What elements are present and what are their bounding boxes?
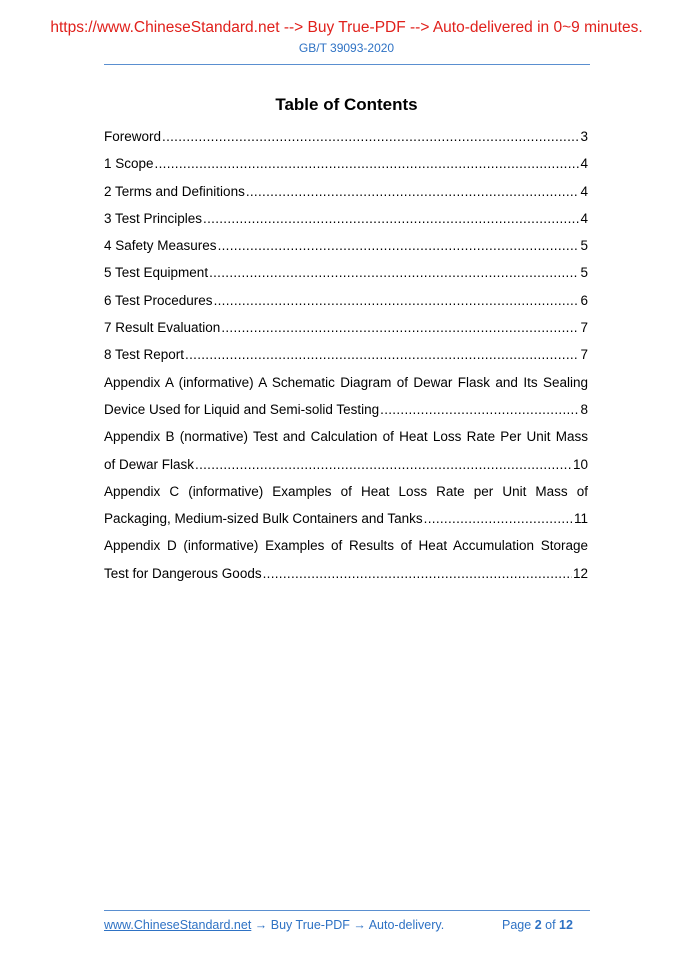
toc-entry-page: 11 (573, 511, 588, 527)
toc-entry-label: Packaging, Medium-sized Bulk Containers and Tanks (104, 511, 423, 527)
page-current: 2 (534, 918, 542, 932)
toc-entry-page: 6 (580, 292, 588, 308)
toc-entry-equipment[interactable] (104, 259, 588, 286)
toc-entry-principles[interactable] (104, 205, 588, 232)
toc-entry-label: 5 Test Equipment (104, 265, 209, 281)
toc-entry-safety[interactable] (104, 232, 588, 259)
page-of: of (545, 918, 556, 932)
toc-entry-label: 3 Test Principles (104, 210, 203, 226)
dot-leader (209, 259, 579, 286)
toc-appendix-line: Appendix A (informative) A Schematic Diagram of Dewar Flask and Its Sealing (104, 374, 588, 390)
dot-leader (246, 178, 580, 205)
footer-website-link[interactable]: www.ChineseStandard.net (104, 918, 252, 932)
dot-leader (155, 150, 580, 177)
footer-promo-text: → Buy True-PDF → Auto-delivery. (251, 918, 445, 932)
toc-entry-page: 4 (580, 210, 588, 226)
dot-leader (263, 560, 572, 587)
dot-leader (380, 396, 579, 423)
table-of-contents (104, 123, 588, 587)
dot-leader (203, 205, 579, 232)
toc-appendix-d[interactable] (104, 532, 588, 587)
toc-appendix-line: Appendix C (informative) Examples of Heat Loss Rate per Unit Mass of (104, 483, 588, 499)
toc-entry-page: 7 (580, 347, 588, 363)
toc-entry-procedures[interactable] (104, 287, 588, 314)
toc-entry-label: 4 Safety Measures (104, 238, 217, 254)
toc-entry-scope[interactable] (104, 150, 588, 177)
toc-appendix-line: Appendix B (normative) Test and Calculation of Heat Loss Rate Per Unit Mass (104, 429, 588, 445)
toc-entry-foreword[interactable] (104, 123, 588, 150)
toc-entry-report[interactable] (104, 341, 588, 368)
toc-appendix-b[interactable] (104, 423, 588, 478)
toc-entry-page: 8 (580, 401, 588, 417)
dot-leader (214, 287, 580, 314)
header-divider (104, 64, 590, 65)
page-prefix: Page (502, 918, 532, 932)
page-indicator (502, 918, 573, 932)
toc-title: Table of Contents (275, 95, 418, 114)
dot-leader (195, 451, 572, 478)
toc-appendix-a[interactable] (104, 369, 588, 424)
toc-entry-page: 7 (580, 320, 588, 336)
dot-leader (185, 341, 579, 368)
toc-entry-label: Device Used for Liquid and Semi-solid Testing (104, 401, 380, 417)
toc-entry-label: Test for Dangerous Goods (104, 565, 262, 581)
toc-entry-page: 5 (580, 238, 588, 254)
toc-entry-label: 1 Scope (104, 156, 154, 172)
toc-entry-page: 3 (580, 129, 588, 144)
toc-appendix-c[interactable] (104, 478, 588, 533)
toc-entry-label: 6 Test Procedures (104, 292, 213, 308)
toc-entry-label: 2 Terms and Definitions (104, 183, 245, 199)
toc-entry-terms[interactable] (104, 178, 588, 205)
footer-promo (104, 918, 444, 932)
dot-leader (424, 505, 573, 532)
toc-entry-label: 8 Test Report (104, 347, 185, 363)
toc-entry-label: Foreword (104, 129, 162, 144)
top-banner[interactable]: https://www.ChineseStandard.net --> Buy True-PDF --> Auto-delivered in 0~9 minutes. (50, 19, 643, 36)
toc-entry-evaluation[interactable] (104, 314, 588, 341)
toc-entry-page: 10 (572, 456, 588, 472)
document-code: GB/T 39093-2020 (298, 41, 395, 55)
toc-entry-page: 4 (580, 183, 588, 199)
toc-entry-label: 7 Result Evaluation (104, 320, 221, 336)
toc-entry-page: 5 (580, 265, 588, 281)
toc-entry-page: 12 (572, 565, 588, 581)
footer-divider (104, 910, 590, 911)
toc-entry-page: 4 (580, 156, 588, 172)
dot-leader (221, 314, 579, 341)
toc-appendix-line: Appendix D (informative) Examples of Results of Heat Accumulation Storage (104, 538, 588, 554)
toc-entry-label: of Dewar Flask (104, 456, 195, 472)
dot-leader (218, 232, 580, 259)
page-total: 12 (559, 918, 573, 932)
dot-leader (162, 123, 579, 150)
